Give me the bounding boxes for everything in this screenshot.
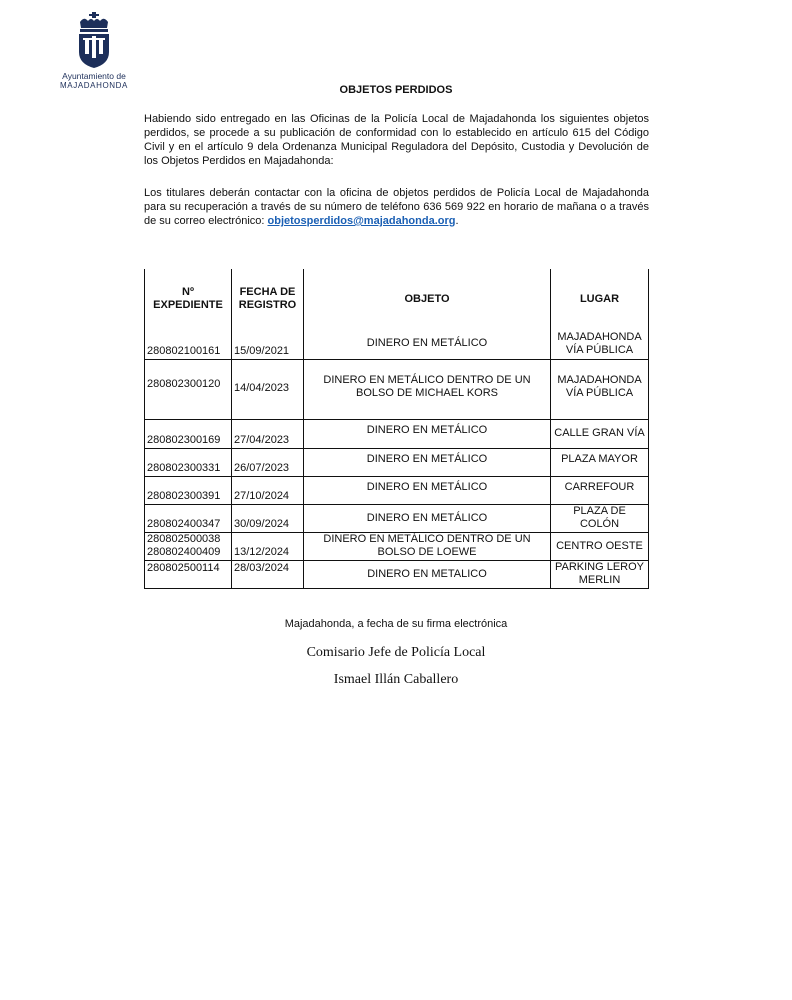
header-fecha: FECHA DE REGISTRO [232, 269, 304, 329]
contact-text: Los titulares deberán contactar con la oficina de objetos perdidos de Policía Local de Majadahonda para su recuperación a través de su número de teléfono 636 569 922 en horario de mañana o a través de su correo electrónico: [144, 187, 649, 227]
cell-objeto: DINERO EN METÁLICO [304, 504, 551, 532]
cell-lugar: CENTRO OESTE [551, 532, 649, 560]
intro-paragraph: Habiendo sido entregado en las Oficinas de la Policía Local de Majadahonda los siguientes objetos perdidos, se procede a su publicación de conformidad con lo establecido en artículo 615 del Código Civil y en el artículo 9 dela Ordenanza Municipal Reguladora del Depósito, Custodia y Devolución de los Objetos Perdidos en Majadahonda: [144, 113, 649, 167]
cell-fecha: 28/03/2024 [232, 560, 304, 588]
email-link[interactable]: objetosperdidos@majadahonda.org [267, 215, 456, 227]
cell-expediente: 280802500038 280802400409 [145, 532, 232, 560]
place-date: Majadahonda, a fecha de su firma electrónica [284, 618, 508, 630]
contact-paragraph [144, 186, 649, 228]
header-objeto: OBJETO [304, 269, 551, 329]
signer-name: Ismael Illán Caballero [333, 672, 459, 687]
cell-fecha: 13/12/2024 [232, 532, 304, 560]
lost-items-table [144, 269, 649, 589]
cell-objeto: DINERO EN METÁLICO DENTRO DE UN BOLSO DE MICHAEL KORS [304, 359, 551, 419]
table-row [145, 476, 649, 504]
cell-lugar: PLAZA MAYOR [551, 448, 649, 476]
cell-objeto: DINERO EN METÁLICO [304, 419, 551, 448]
header-lugar: LUGAR [551, 269, 649, 329]
table-row [145, 532, 649, 560]
org-name-line2: MAJADAHONDA [60, 81, 128, 90]
table-row [145, 504, 649, 532]
org-name-line1: Ayuntamiento de [62, 71, 126, 81]
page-title: OBJETOS PERDIDOS [339, 84, 453, 96]
cell-fecha: 15/09/2021 [232, 329, 304, 359]
cell-expediente: 280802300169 [145, 419, 232, 448]
cell-objeto: DINERO EN METÁLICO DENTRO DE UN BOLSO DE LOEWE [304, 532, 551, 560]
cell-objeto: DINERO EN METÁLICO [304, 476, 551, 504]
contact-end: . [455, 215, 459, 227]
table-header-row [145, 269, 649, 329]
cell-fecha: 27/10/2024 [232, 476, 304, 504]
signer-title: Comisario Jefe de Policía Local [306, 645, 486, 660]
header-expediente: Nº EXPEDIENTE [145, 269, 232, 329]
cell-lugar: PLAZA DE COLÓN [551, 504, 649, 532]
cell-expediente: 280802300120 [145, 359, 232, 419]
municipal-logo [54, 12, 134, 90]
table-row [145, 329, 649, 359]
table-row [145, 560, 649, 588]
cell-lugar: MAJADAHONDA VÍA PÚBLICA [551, 329, 649, 359]
cell-expediente: 280802300331 [145, 448, 232, 476]
cell-fecha: 14/04/2023 [232, 359, 304, 419]
cell-lugar: CALLE GRAN VÍA [551, 419, 649, 448]
cell-objeto: DINERO EN METALICO [304, 560, 551, 588]
cell-fecha: 26/07/2023 [232, 448, 304, 476]
cell-objeto: DINERO EN METÁLICO [304, 448, 551, 476]
cell-expediente: 280802500114 [145, 560, 232, 588]
cell-expediente: 280802100161 [145, 329, 232, 359]
cell-lugar: CARREFOUR [551, 476, 649, 504]
cell-lugar: MAJADAHONDA VÍA PÚBLICA [551, 359, 649, 419]
cell-expediente: 280802300391 [145, 476, 232, 504]
cell-objeto: DINERO EN METÁLICO [304, 329, 551, 359]
cell-expediente: 280802400347 [145, 504, 232, 532]
table-row [145, 359, 649, 419]
table-row [145, 419, 649, 448]
table-row [145, 448, 649, 476]
coat-of-arms-icon [74, 12, 114, 68]
cell-fecha: 27/04/2023 [232, 419, 304, 448]
cell-fecha: 30/09/2024 [232, 504, 304, 532]
cell-lugar: PARKING LEROY MERLIN [551, 560, 649, 588]
